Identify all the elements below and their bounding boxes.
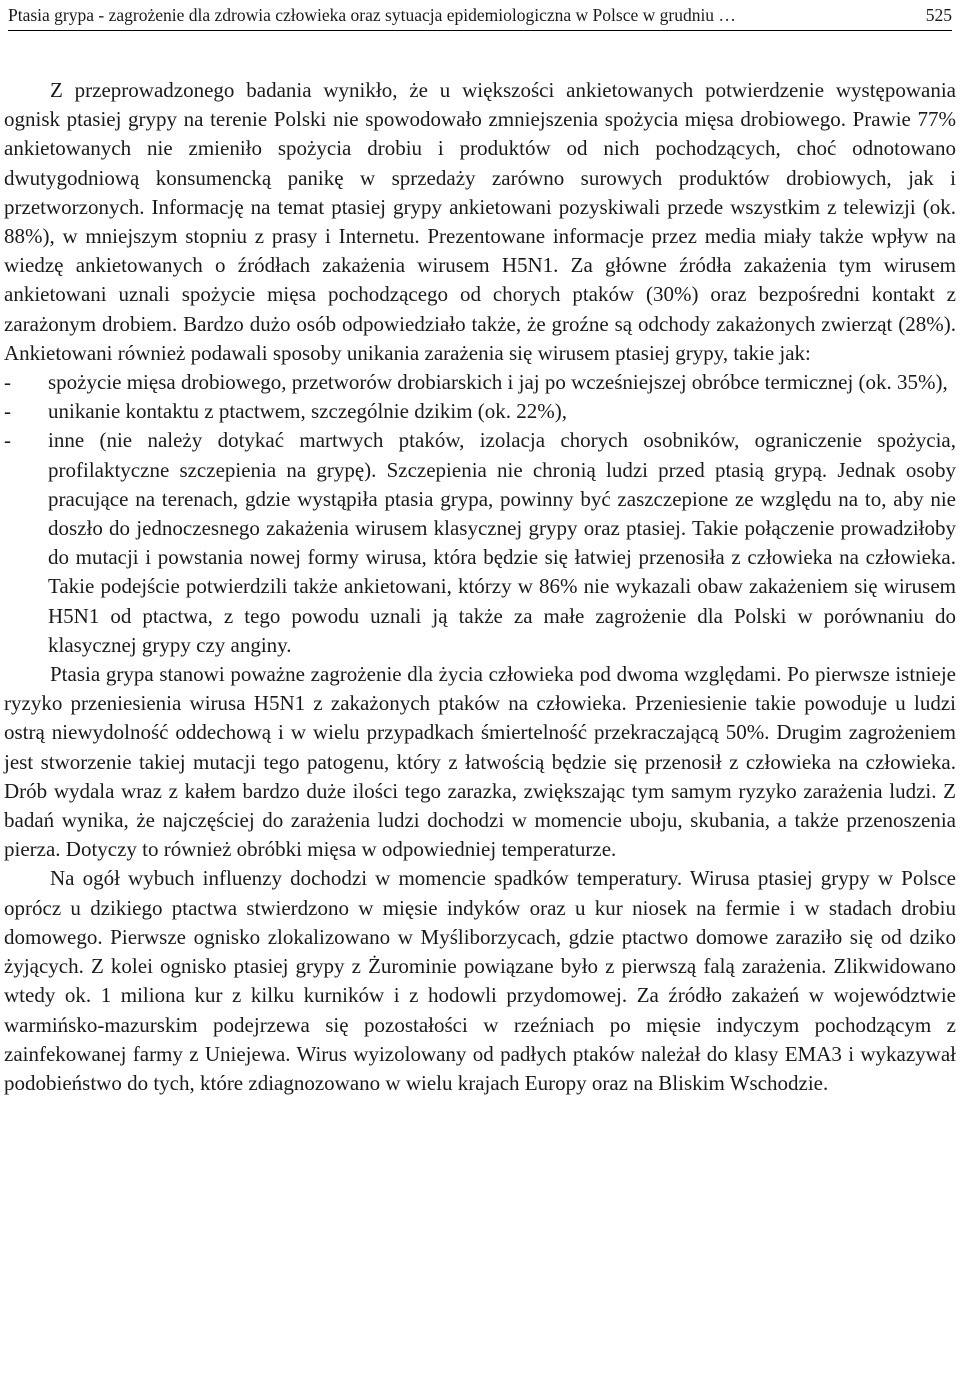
running-header-title: Ptasia grypa - zagrożenie dla zdrowia człowieka oraz sytuacja epidemiologiczna w Polsce w grudniu … (8, 4, 736, 25)
list-item-text: spożycie mięsa drobiowego, przetworów drobiarskich i jaj po wcześniejszej obróbce termicznej (ok. 35%), (48, 370, 948, 395)
list-item-text: inne (nie należy dotykać martwych ptaków, izolacja chorych osobników, ograniczenie spożycia, profilaktyczne szczepienia na grypę). Szczepienia nie chronią ludzi przed ptasią grypą. Jednak osoby pracujące na terenach, gdzie wystąpiła ptasia grypa, powinny być zaszczepione ze względu na to, aby nie doszło do jednoczesnego zakażenia wirusem klasycznej grypy oraz ptasiej. Takie połączenie prowadziłoby do mutacji i powstania nowej formy wirusa, która będzie się łatwiej przenosiła z człowieka na człowieka. Takie podejście potwierdzili także ankietowani, którzy w 86% nie wykazali obaw zakażeniem się wirusem H5N1 od ptactwa, z tego powodu uznali ją także za małe zagrożenie dla Polski w porównaniu do klasycznej grypy czy anginy. (48, 428, 956, 657)
list-dash: - (4, 370, 11, 395)
list-dash: - (4, 399, 11, 424)
list-item-text: unikanie kontaktu z ptactwem, szczególnie dzikim (ok. 22%), (48, 399, 568, 424)
paragraph-outbreaks: Na ogół wybuch influenzy dochodzi w momencie spadków temperatury. Wirusa ptasiej grypy w Polsce oprócz u dzikiego ptactwa stwierdzono w mięsie indyków oraz u kur niosek na fermie i w stadach drobiu domowego. Pierwsze ognisko zlokalizowano w Myśliborzycach, gdzie ptactwo domowe zaraziło się od dziko żyjących. Z kolei ognisko ptasiej grypy z Żurominie powiązane było z pierwszą falą zarażenia. Zlikwidowano wtedy ok. 1 miliona kur z kilku kurników i z hodowli przydomowej. Za źródło zakażeń w województwie warmińsko-mazurskim podejrzewa się pozostałości w rzeźniach po mięsie indyczym pochodzącym z zainfekowanej farmy z Uniejewa. Wirus wyizolowany od padłych ptaków należał do klasy EMA3 i wykazywał podobieństwo do tych, które zdiagnozowano w wielu krajach Europy oraz na Bliskim Wschodzie. (4, 866, 956, 1095)
body-text (4, 76, 956, 1098)
list-item (4, 368, 956, 397)
paragraph-threats: Ptasia grypa stanowi poważne zagrożenie dla życia człowieka pod dwoma względami. Po pierwsze istnieje ryzyko przeniesienia wirusa H5N1 z zakażonych ptaków na człowieka. Przeniesienie takie powoduje u ludzi ostrą niewydolność oddechową i w wielu przypadkach śmiertelność przekraczającą 50%. Drugim zagrożeniem jest stworzenie takiej mutacji tego patogenu, który z łatwością będzie się przenosił z człowieka na człowieka. Drób wydala wraz z kałem bardzo duże ilości tego zarazka, zwiększając tym samym ryzyko zarażenia ludzi. Z badań wynika, że najczęściej do zarażenia ludzi dochodzi w momencie uboju, skubania, a także przenoszenia pierza. Dotyczy to również obróbki mięsa w odpowiedniej temperaturze. (4, 662, 956, 862)
list-item (4, 397, 956, 426)
list-dash: - (4, 428, 11, 453)
page-number: 525 (925, 4, 952, 25)
paragraph-survey-results: Z przeprowadzonego badania wynikło, że u większości ankietowanych potwierdzenie występowania ognisk ptasiej grypy na terenie Polski nie spowodowało zmniejszenia spożycia mięsa drobiowego. Prawie 77% ankietowanych nie zmieniło spożycia drobiu i produktów od nich pochodzących, choć odnotowano dwutygodniową konsumencką panikę w sprzedaży zarówno surowych produktów drobiowych, jak i przetworzonych. Informację na temat ptasiej grypy ankietowani pozyskiwali przede wszystkim z telewizji (ok. 88%), w mniejszym stopniu z prasy i Internetu. Prezentowane informacje przez media miały także wpływ na wiedzę ankietowanych o źródłach zakażenia wirusem H5N1. Za główne źródła zakażenia tym wirusem ankietowani uznali spożycie mięsa pochodzącego od chorych ptaków (30%) oraz bezpośredni kontakt z zarażonym drobiem. Bardzo dużo osób odpowiedziało także, że groźne są odchody zakażonych zwierząt (28%). Ankietowani również podawali sposoby unikania zarażenia się wirusem ptasiej grypy, takie jak: (4, 78, 956, 365)
running-header (8, 2, 952, 28)
list-item (4, 426, 956, 660)
header-rule (8, 30, 952, 31)
